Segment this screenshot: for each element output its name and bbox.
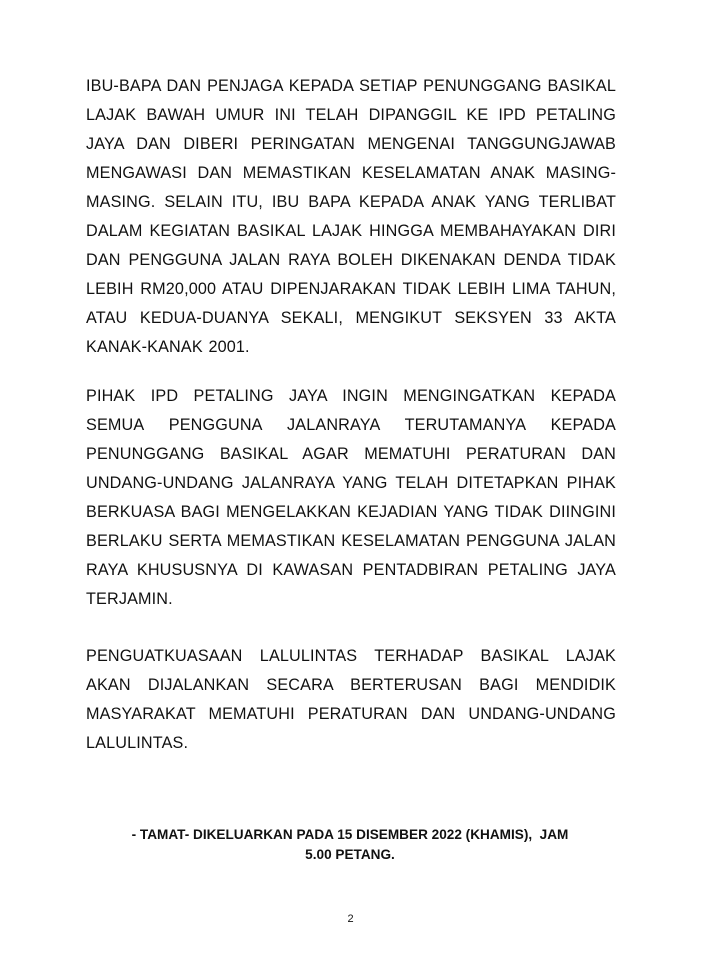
footer-line-2: 5.00 PETANG. [305,847,395,862]
paragraph-3: PENGUATKUASAAN LALULINTAS TERHADAP BASIKAL LAJAK AKAN DIJALANKAN SECARA BERTERUSAN BAGI MENDIDIK MASYARAKAT MEMATUHI PERATURAN DAN UNDANG-UNDANG LALULINTAS. [86,647,616,752]
footer-line-1: - TAMAT- DIKELUARKAN PADA 15 DISEMBER 2022 (KHAMIS), JAM [131,827,569,842]
paragraph-2: PIHAK IPD PETALING JAYA INGIN MENGINGATKAN KEPADA SEMUA PENGGUNA JALANRAYA TERUTAMANYA KEPADA PENUNGGANG BASIKAL AGAR MEMATUHI PERATURAN DAN UNDANG-UNDANG JALANRAYA YANG TELAH DITETAPKAN PIHAK BERKUASA BAGI MENGELAKKAN KEJADIAN YANG TIDAK DIINGINI BERLAKU SERTA MEMASTIKAN KESELAMATAN PENGGUNA JALAN RAYA KHUSUSNYA DI KAWASAN PENTADBIRAN PETALING JAYA TERJAMIN. [86,387,616,608]
page-number: 2 [347,913,354,925]
paragraph-1: IBU-BAPA DAN PENJAGA KEPADA SETIAP PENUNGGANG BASIKAL LAJAK BAWAH UMUR INI TELAH DIPANGGIL KE IPD PETALING JAYA DAN DIBERI PERINGATAN MENGENAI TANGGUNGJAWAB MENGAWASI DAN MEMASTIKAN KESELAMATAN ANAK MASING-MASING. SELAIN ITU, IBU BAPA KEPADA ANAK YANG TERLIBAT DALAM KEGIATAN BASIKAL LAJAK HINGGA MEMBAHAYAKAN DIRI DAN PENGGUNA JALAN RAYA BOLEH DIKENAKAN DENDA TIDAK LEBIH RM20,000 ATAU DIPENJARAKAN TIDAK LEBIH LIMA TAHUN, ATAU KEDUA-DUANYA SEKALI, MENGIKUT SEKSYEN 33 AKTA KANAK-KANAK 2001. [86,77,616,356]
release-footer [120,825,580,865]
